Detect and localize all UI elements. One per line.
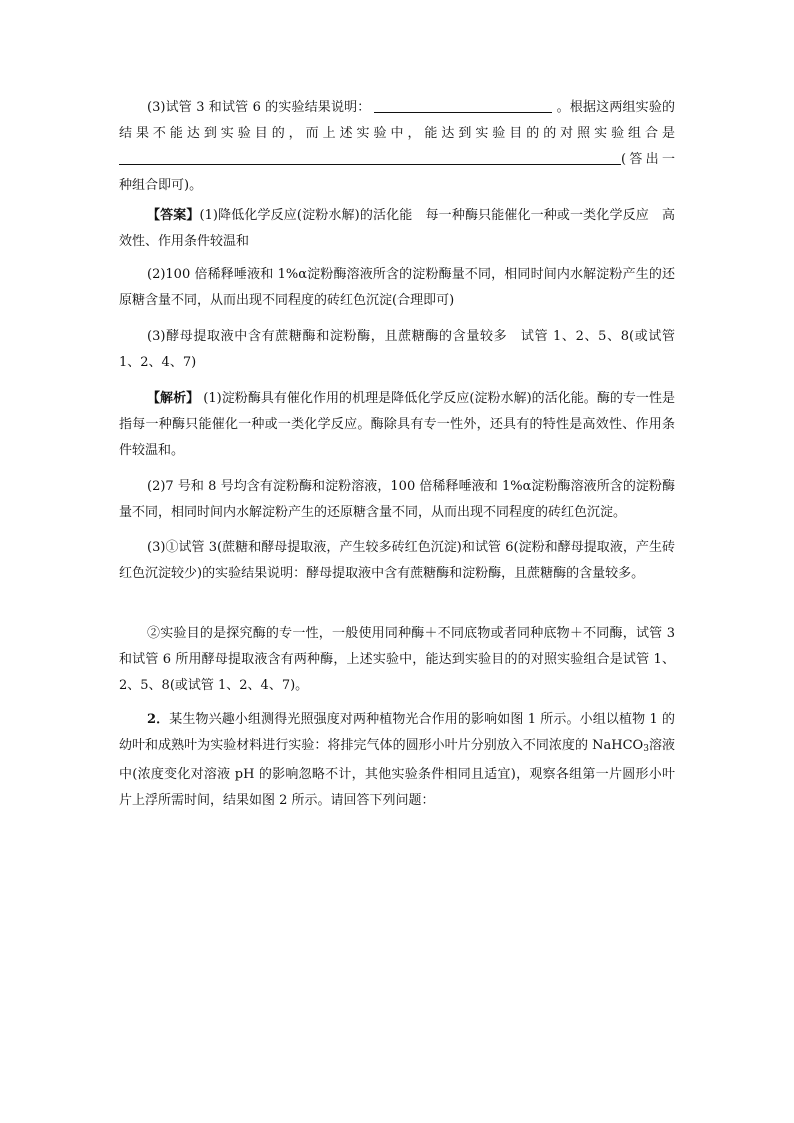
question-2-text-1: 某生物兴趣小组测得光照强度对两种植物光合作用的影响如图 1 所示。小组以植物 1 的幼叶和成熟叶为实验材料进行实验：将排完气体的圆形小叶片分别放入不同浓度的 NaHCO [119,712,676,753]
analysis-label: 【解析】 [147,391,200,406]
analysis-text-2: (2)7 号和 8 号均含有淀粉酶和淀粉溶液，100 倍稀释唾液和 1%α淀粉酶溶液所含的淀粉酶量不同，相同时间内水解淀粉产生的还原糖含量不同，从而出现不同程度的砖红色沉淀。 [119,479,675,520]
analysis-paragraph-2 [119,474,675,526]
analysis-paragraph-1 [119,386,675,464]
q3-text-part2: 。根据这两组实验的结果不能达到实验目的，而上述实验中，能达到实验目的的对照实验组合是 [119,100,675,141]
question-2-paragraph [119,707,675,814]
analysis-text-1: (1)淀粉酶具有催化作用的机理是降低化学反应(淀粉水解)的活化能。酶的专一性是指每一种酶只能催化一种或一类化学反应。酶除具有专一性外，还具有的特性是高效性、作用条件较温和。 [119,391,675,458]
answer-label: 【答案】 [147,208,200,223]
answer-text-2: (2)100 倍稀释唾液和 1%α淀粉酶溶液所含的淀粉酶量不同，相同时间内水解淀粉产生的还原糖含量不同，从而出现不同程度的砖红色沉淀(合理即可) [119,267,675,308]
answer-text-3: (3)酵母提取液中含有蔗糖酶和淀粉酶，且蔗糖酶的含量较多 试管 1、2、5、8(或试管 1、2、4、7) [119,329,676,370]
answer-paragraph-3 [119,324,675,376]
q3-text-part1: (3)试管 3 和试管 6 的实验结果说明： [147,100,371,115]
answer-paragraph-1 [119,203,675,255]
analysis-paragraph-3 [119,535,675,587]
question-3-paragraph [119,95,675,199]
answer-blank-2[interactable] [119,148,621,165]
analysis-text-3: (3)①试管 3(蔗糖和酵母提取液，产生较多砖红色沉淀)和试管 6(淀粉和酵母提取液，产生砖红色沉淀较少)的实验结果说明：酵母提取液中含有蔗糖酶和淀粉酶，且蔗糖酶的含量较多。 [119,540,675,581]
answer-paragraph-2 [119,262,675,314]
nahco3-subscript: 3 [643,744,649,754]
answer-blank-1[interactable] [374,96,552,113]
q3-text-part3: (答出一种组合即可)。 [119,152,675,193]
question-number: 2． [147,712,170,727]
question-2-text-2: 溶液中(浓度变化对溶液 pH 的影响忽略不计，其他实验条件相同且适宜)，观察各组第一片圆形小叶片上浮所需时间，结果如图 2 所示。请回答下列问题： [119,738,675,808]
analysis-paragraph-4 [119,621,675,699]
answer-text-1: (1)降低化学反应(淀粉水解)的活化能 每一种酶只能催化一种或一类化学反应 高效性、作用条件较温和 [119,208,675,249]
analysis-text-4: ②实验目的是探究酶的专一性，一般使用同种酶＋不同底物或者同种底物＋不同酶，试管 3 和试管 6 所用酵母提取液含有两种酶，上述实验中，能达到实验目的的对照实验组合是试管 1、2、5、8(或试管 1、2、4、7)。 [119,626,675,693]
